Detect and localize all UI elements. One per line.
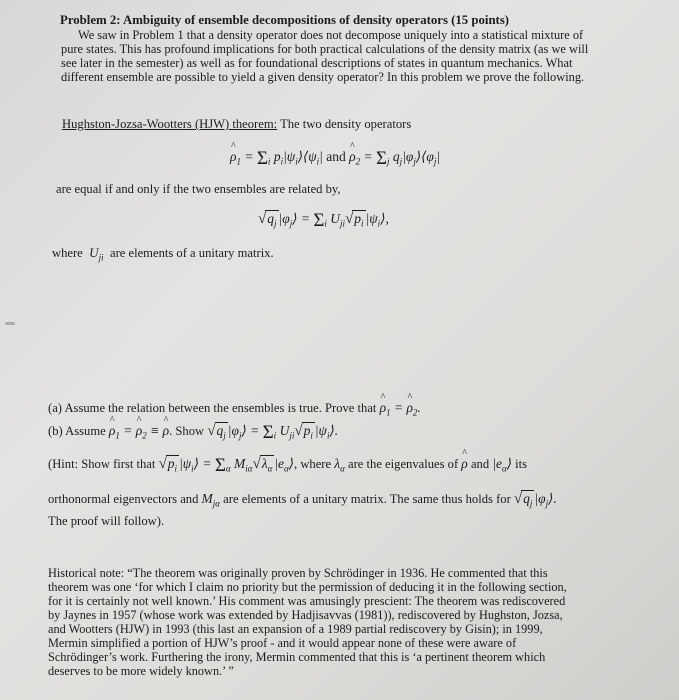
history-line-2: theorem was one ‘for which I claim no priority but the permission of deducing it in the following section, [48,580,567,594]
hint-line2a: orthonormal eigenvectors and [48,492,199,506]
ensemble-relation-equation: $√q_j$ $|\varphi_j⟩ = \Sigma_i$ $U_{ji}√p_i$ $|\psi_i⟩$, [258,210,389,231]
intro-line-4: different ensemble are possible to yield a given density operator? In this problem we prove the following. [61,70,585,84]
history-line-5: and Wootters (HJW) in 1993 (this last an expansion of a 1989 partial rediscovery by Gisin); in 1999, [48,622,543,636]
part-b-show: . Show [169,424,205,438]
part-a: (a) Assume the relation between the ensembles is true. Prove that ^ $\rho_1$ = ^ $\rho_2$. [48,400,421,418]
hint-line-2: orthonormal eigenvectors and $M_{j\alpha}$ are elements of a unitary matrix. The same thus holds for $√q_j$ $|\varphi_j⟩$. [48,491,557,509]
part-a-label: (a) [48,401,62,415]
theorem-name: Hughston-Jozsa-Wootters (HJW) theorem: [62,117,278,131]
hint-start: (Hint: Show first that [48,457,156,471]
history-line-7: Schrödinger’s work. Furthering the irony, Mermin commented that this is ‘a pertinent theorem which [48,650,546,664]
intro-line-3: see later in the semester) as well as for foundational descriptions of states in quantum mechanics. What [61,56,573,70]
part-b-label: (b) [48,424,63,438]
history-line-3: for it is certainly not well known.’ His comment was amusingly prescient: The theorem was rediscovered [48,594,566,608]
part-b-text: Assume [65,424,106,438]
equal-condition-text: are equal if and only if the two ensembles are related by, [56,182,341,196]
hint-eig: are the eigenvalues of [348,457,459,471]
where-tail: are elements of a unitary matrix. [109,246,274,260]
hint-line-1: (Hint: Show first that $√p_i$ $|\psi_i⟩ = \Sigma_\alpha$ $M_{i\alpha}√\lambda_\alpha$ $|e_\alpha⟩$, where $\lambda_\alpha$ are the eigenvalues of ^ ρ and $|e_\alpha⟩$ its [48,455,527,477]
where-line: where $U_{ji}$ are elements of a unitary matrix. [52,245,274,263]
problem-title: Problem 2: Ambiguity of ensemble decompositions of density operators (15 points) [60,13,510,27]
hint-mid: , where [294,457,332,471]
history-line-6: Mermin simplified a portion of HJW’s proof - and it would appear none of these were aware of [48,636,517,650]
theorem-lead: The two density operators [280,117,412,131]
and-word: and [326,149,346,164]
hint-line-3: The proof will follow). [48,514,165,528]
hint-and: and [470,457,490,471]
theorem-line [62,117,411,132]
where-word: where [52,246,83,260]
history-line-1: Historical note: “The theorem was originally proven by Schrödinger in 1936. He commented that this [48,566,548,580]
part-b: (b) Assume ^ $\rho_1$ = ^ $\rho_2$ ≡ ^ ρ. Show $√q_j$ $|\varphi_j⟩ = \Sigma_i$ $U_{ji}√p_i$ $|\psi_i⟩$. [48,422,338,444]
history-line-4: by Jaynes in 1957 (whose work was extended by Hadjisavvas (1981)), rediscovered by Hughston, Jozsa, [48,608,563,622]
hint-line2b: are elements of a unitary matrix. The same thus holds for [223,492,511,506]
intro-line-2: pure states. This has profound implications for both practical calculations of the density matrix (as we will [61,42,589,56]
history-line-8: deserves to be more widely known.’ ” [48,664,234,678]
hint-its: its [515,457,528,471]
intro-line-1: We saw in Problem 1 that a density operator does not decompose uniquely into a statistical mixture of [78,28,584,42]
page-smudge [5,322,15,325]
part-a-text: Assume the relation between the ensembles is true. Prove that [64,401,377,415]
density-operators-equation: ^ $\rho_1 = \Sigma_i$ $p_i|\psi_i⟩⟨\psi_i|$ and ^ $\rho_2 = \Sigma_j$ $q_j|\varphi_j⟩⟨\varphi_j|$ [230,148,440,170]
